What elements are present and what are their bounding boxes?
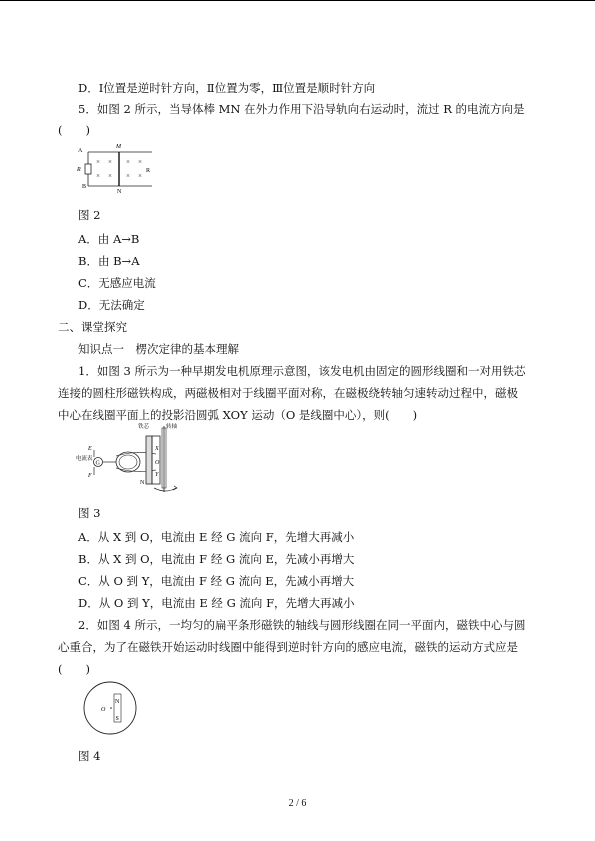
- example-2-line-1: 2．如图 4 所示，一均匀的扁平条形磁铁的轴线与圆形线圈在同一平面内，磁铁中心与圆: [78, 618, 526, 632]
- fig4-label-o: O: [101, 707, 106, 713]
- section-heading: 二、课堂探究: [58, 320, 127, 334]
- option-d-previous: D．Ⅰ位置是逆时针方向，Ⅱ位置为零，Ⅲ位置是顺时针方向: [78, 81, 376, 95]
- fig2-label-b: B: [82, 184, 87, 190]
- fig3-label-y: Y: [155, 472, 159, 478]
- fig3-label-g: G: [95, 460, 100, 467]
- fig2-label-n: N: [117, 189, 122, 194]
- example-1-line-1: 1．如图 3 所示为一种早期发电机原理示意图，该发电机由固定的圆形线圈和一对用铁芯: [78, 364, 526, 378]
- fig3-label-f: F: [88, 473, 92, 479]
- question-5-text: 5．如图 2 所示，当导体棒 MN 在外力作用下沿导轨向右运动时，流过 R 的电流方向是: [78, 102, 525, 116]
- fig2-label-r-right: R: [146, 168, 151, 174]
- figure-3-generator-diagram: [76, 420, 188, 494]
- svg-text:×: ×: [126, 172, 130, 180]
- question-5-paren: ( ): [58, 123, 90, 137]
- knowledge-point-heading: 知识点一 楞次定律的基本理解: [78, 342, 239, 356]
- question-5-option-c: C．无感应电流: [78, 276, 156, 290]
- svg-text:×: ×: [108, 158, 112, 166]
- svg-text:×: ×: [138, 158, 142, 166]
- header-rule: [0, 0, 595, 1]
- fig3-label-e: E: [88, 446, 92, 452]
- svg-text:×: ×: [126, 158, 130, 166]
- figure-2-caption: 图 2: [78, 208, 101, 222]
- svg-text:×: ×: [138, 172, 142, 180]
- page-number: 2 / 6: [288, 798, 307, 809]
- fig3-label-core: 铁芯: [138, 424, 150, 430]
- example-1-option-d: D．从 O 到 Y，电流由 E 经 G 流向 F，先增大再减小: [78, 596, 355, 610]
- fig4-label-s: S: [115, 716, 119, 722]
- svg-text:×: ×: [96, 158, 100, 166]
- figure-3-caption: 图 3: [78, 506, 101, 520]
- question-5-option-d: D．无法确定: [78, 298, 145, 312]
- example-2-line-2: 心重合，为了在磁铁开始运动时线圈中能得到逆时针方向的感应电流，磁铁的运动方式应是: [58, 640, 518, 654]
- svg-text:×: ×: [96, 172, 100, 180]
- example-1-option-b: B．从 X 到 O，电流由 F 经 G 流向 E，先减小再增大: [78, 552, 355, 566]
- fig3-label-o: O: [155, 460, 160, 466]
- fig3-label-axis: 转轴: [166, 424, 178, 430]
- fig3-label-n: N: [140, 480, 145, 486]
- fig2-label-m: M: [116, 144, 121, 150]
- question-5-option-b: B．由 B→A: [78, 254, 140, 268]
- fig4-label-n: N: [115, 699, 120, 705]
- question-5-option-a: A．由 A→B: [78, 232, 140, 246]
- example-1-option-a: A．从 X 到 O，电流由 E 经 G 流向 F，先增大再减小: [78, 530, 355, 544]
- example-1-line-3: 中心在线圈平面上的投影沿圆弧 XOY 运动（O 是线圈中心），则( ): [58, 408, 418, 422]
- fig3-label-x: X: [155, 446, 159, 452]
- example-1-option-c: C．从 O 到 Y，电流由 F 经 G 流向 E，先减小再增大: [78, 574, 355, 588]
- fig2-label-r-left: R: [77, 167, 81, 173]
- example-1-line-2: 连接的圆柱形磁铁构成，两磁极相对于线圈平面对称，在磁极绕转轴匀速转动过程中，磁极: [58, 386, 518, 400]
- svg-text:×: ×: [108, 172, 112, 180]
- figure-2-rail-diagram: [76, 142, 156, 194]
- fig3-label-ammeter: 电流表: [76, 456, 93, 462]
- figure-4-caption: 图 4: [78, 749, 101, 763]
- fig2-label-a: A: [78, 148, 83, 154]
- figure-4-coil-magnet-diagram: [78, 680, 144, 736]
- example-2-paren: ( ): [58, 662, 90, 676]
